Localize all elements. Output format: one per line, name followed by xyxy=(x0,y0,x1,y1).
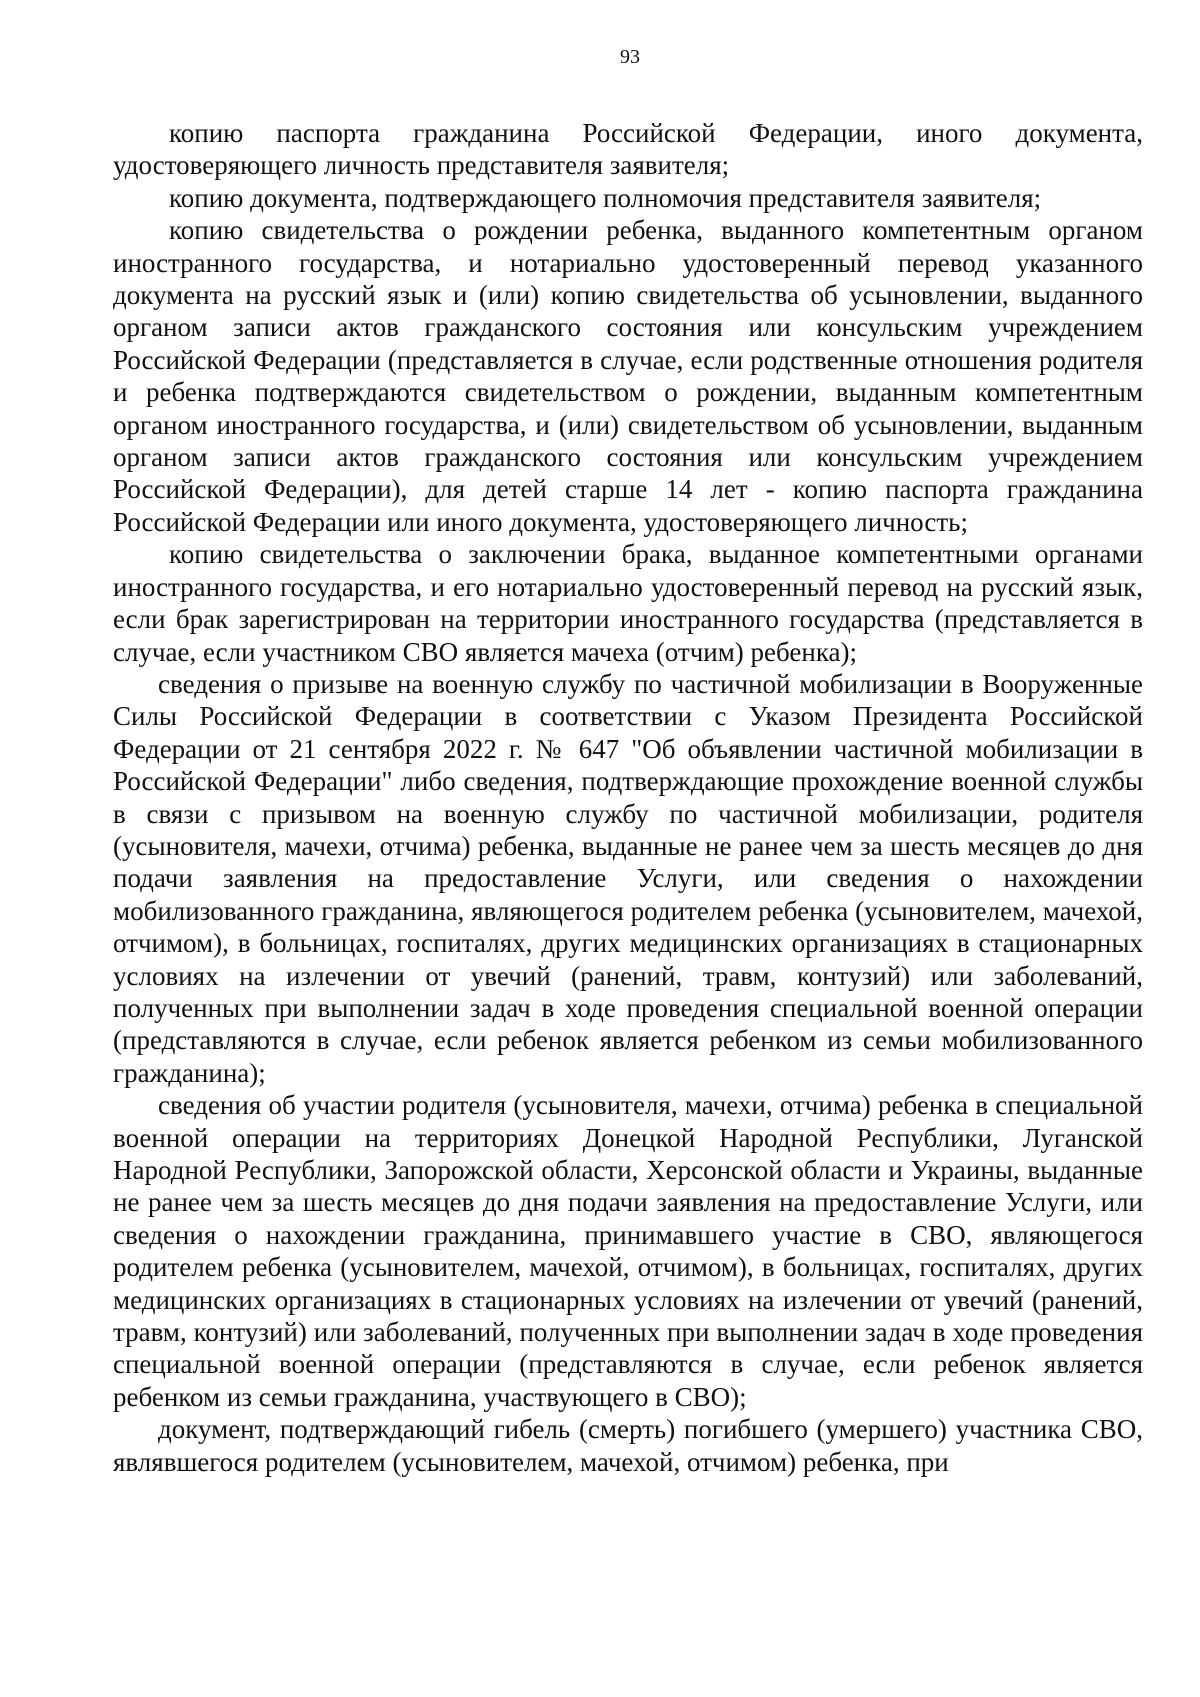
document-body xyxy=(113,117,1143,1478)
page-number: 93 xyxy=(620,46,640,68)
paragraph-svo-participation: сведения об участии родителя (усыновителя, мачехи, отчима) ребенка в специальной военной операции на территориях Донецкой Народной Республики, Луганской Народной Республики, Запорожской области, Херсонской области и Украины, выданные не ранее чем за шесть месяцев до дня подачи заявления на предоставление Услуги, или сведения о нахождении гражданина, принимавшего участие в СВО, являющегося родителем ребенка (усыновителем, мачехой, отчимом), в больницах, госпиталях, других медицинских организациях в стационарных условиях на излечении от увечий (ранений, травм, контузий) или заболеваний, полученных при выполнении задач в ходе проведения специальной военной операции (представляются в случае, если ребенок является ребенком из семьи гражданина, участвующего в СВО); xyxy=(113,1090,1143,1412)
paragraph-birth-certificate: копию свидетельства о рождении ребенка, выданного компетентным органом иностранного государства, и нотариально удостоверенный перевод указанного документа на русский язык и (или) копию свидетельства об усыновлении, выданного органом записи актов гражданского состояния или консульским учреждением Российской Федерации (представляется в случае, если родственные отношения родителя и ребенка подтверждаются свидетельством о рождении, выданным компетентным органом иностранного государства, и (или) свидетельством об усыновлении, выданным органом записи актов гражданского состояния или консульским учреждением Российской Федерации), для детей старше 14 лет - копию паспорта гражданина Российской Федерации или иного документа, удостоверяющего личность; xyxy=(113,215,1143,537)
paragraph-marriage-certificate: копию свидетельства о заключении брака, выданное компетентными органами иностранного государства, и его нотариально удостоверенный перевод на русский язык, если брак зарегистрирован на территории иностранного государства (представляется в случае, если участником СВО является мачеха (отчим) ребенка); xyxy=(113,539,1143,667)
paragraph-mobilization-info: сведения о призыве на военную службу по частичной мобилизации в Вооруженные Силы Российской Федерации в соответствии с Указом Президента Российской Федерации от 21 сентября 2022 г. № 647 "Об объявлении частичной мобилизации в Российской Федерации" либо сведения, подтверждающие прохождение военной службы в связи с призывом на военную службу по частичной мобилизации, родителя (усыновителя, мачехи, отчима) ребенка, выданные не ранее чем за шесть месяцев до дня подачи заявления на предоставление Услуги, или сведения о нахождении мобилизованного гражданина, являющегося родителем ребенка (усыновителем, мачехой, отчимом), в больницах, госпиталях, других медицинских организациях в стационарных условиях на излечении от увечий (ранений, травм, контузий) или заболеваний, полученных при выполнении задач в ходе проведения специальной военной операции (представляются в случае, если ребенок является ребенком из семьи мобилизованного гражданина); xyxy=(113,668,1143,1088)
paragraph-death-document: документ, подтверждающий гибель (смерть) погибшего (умершего) участника СВО, являвшегося родителем (усыновителем, мачехой, отчимом) ребенка, при xyxy=(113,1414,1143,1477)
paragraph-authority-document: копию документа, подтверждающего полномочия представителя заявителя; xyxy=(169,182,1042,213)
paragraph-passport-representative: копию паспорта гражданина Российской Федерации, иного документа, удостоверяющего личность представителя заявителя; xyxy=(113,118,1143,181)
